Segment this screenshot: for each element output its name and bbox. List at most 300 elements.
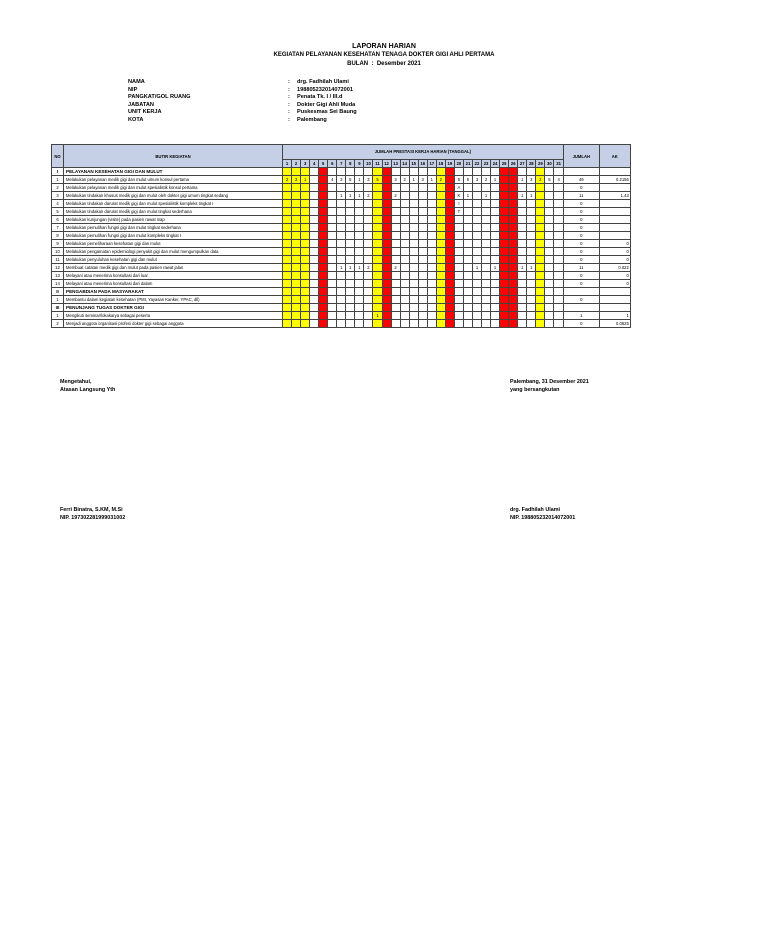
day-cell (292, 264, 301, 272)
day-cell (536, 224, 545, 232)
row-ak: 1.43 (599, 192, 630, 200)
table-row (52, 280, 631, 288)
day-cell (509, 248, 518, 256)
day-cell: A (454, 184, 463, 192)
day-cell (482, 320, 491, 328)
day-cell (491, 216, 500, 224)
day-cell (418, 296, 427, 304)
day-cell (328, 272, 337, 280)
day-cell (319, 320, 328, 328)
day-cell (382, 192, 391, 200)
signature-right-line2: yang bersangkutan (510, 387, 560, 393)
day-cell (337, 240, 346, 248)
day-cell (301, 224, 310, 232)
identity-separator: : (288, 109, 290, 116)
row-ak (599, 208, 630, 216)
day-cell: 5 (454, 176, 463, 184)
day-cell (373, 224, 382, 232)
day-cell (500, 312, 509, 320)
day-cell: 5 (373, 176, 382, 184)
month-value: Desember 2021 (376, 61, 421, 67)
day-cell (518, 232, 527, 240)
day-cell (500, 320, 509, 328)
day-cell (373, 200, 382, 208)
day-cell (346, 280, 355, 288)
day-cell (545, 200, 554, 208)
day-cell (491, 280, 500, 288)
day-cell (301, 168, 310, 176)
day-cell: 5 (346, 176, 355, 184)
day-cell (382, 320, 391, 328)
report-month (0, 61, 768, 67)
day-cell (292, 168, 301, 176)
identity-separator: : (288, 86, 290, 93)
day-cell (545, 264, 554, 272)
day-cell (292, 272, 301, 280)
day-cell (310, 304, 319, 312)
day-cell (491, 288, 500, 296)
row-number: 2 (52, 320, 64, 328)
day-cell (355, 208, 364, 216)
day-cell (400, 304, 409, 312)
day-cell (554, 200, 563, 208)
day-cell (400, 232, 409, 240)
day-cell (427, 320, 436, 328)
day-cell (364, 168, 373, 176)
day-cell (482, 264, 491, 272)
day-cell: 1 (337, 192, 346, 200)
identity-value: Palembang (297, 117, 327, 123)
row-activity: Melayani atau menerima konsultasi dari luar (64, 272, 283, 280)
row-total: 0 (563, 272, 599, 280)
day-cell (445, 176, 454, 184)
day-cell (283, 272, 292, 280)
day-cell (319, 248, 328, 256)
day-cell (409, 304, 418, 312)
day-cell (400, 200, 409, 208)
day-cell (436, 224, 445, 232)
day-cell (319, 280, 328, 288)
row-ak: 0 (599, 280, 630, 288)
day-cell (301, 208, 310, 216)
day-cell (427, 240, 436, 248)
identity-label: JABATAN (128, 101, 154, 108)
day-cell (364, 240, 373, 248)
day-cell (400, 296, 409, 304)
day-cell (545, 216, 554, 224)
day-cell: 1 (346, 264, 355, 272)
day-cell (500, 240, 509, 248)
day-cell (409, 248, 418, 256)
day-cell (328, 200, 337, 208)
day-cell (373, 264, 382, 272)
day-cell (310, 240, 319, 248)
day-cell (382, 200, 391, 208)
day-cell: 1 (355, 176, 364, 184)
day-cell (319, 208, 328, 216)
day-cell (391, 296, 400, 304)
day-cell (391, 304, 400, 312)
day-cell (472, 304, 481, 312)
day-cell (409, 200, 418, 208)
day-cell (509, 312, 518, 320)
day-cell (283, 256, 292, 264)
day-cell (518, 200, 527, 208)
day-cell: 1 (355, 264, 364, 272)
row-ak: 0 (599, 240, 630, 248)
day-cell (310, 216, 319, 224)
header-ak: AK (599, 145, 630, 168)
day-cell (328, 240, 337, 248)
day-cell (454, 248, 463, 256)
day-cell (283, 264, 292, 272)
day-cell (472, 320, 481, 328)
day-cell (409, 232, 418, 240)
day-cell (545, 304, 554, 312)
day-cell (319, 288, 328, 296)
day-cell (472, 272, 481, 280)
table-row (52, 296, 631, 304)
day-cell (409, 208, 418, 216)
day-cell (482, 256, 491, 264)
day-cell (472, 240, 481, 248)
day-cell (310, 208, 319, 216)
day-cell (382, 176, 391, 184)
identity-label: UNIT KERJA (128, 109, 162, 116)
header-day-28: 28 (527, 160, 536, 168)
day-cell (301, 296, 310, 304)
row-number: II (52, 288, 64, 296)
row-total (563, 168, 599, 176)
day-cell (445, 264, 454, 272)
day-cell (283, 312, 292, 320)
row-number: 2 (52, 184, 64, 192)
header-day-31: 31 (554, 160, 563, 168)
day-cell (391, 184, 400, 192)
day-cell (301, 264, 310, 272)
activity-table (51, 144, 631, 328)
day-cell (472, 184, 481, 192)
day-cell (418, 264, 427, 272)
day-cell (536, 168, 545, 176)
day-cell (319, 200, 328, 208)
day-cell (310, 320, 319, 328)
day-cell (337, 168, 346, 176)
row-number: 1 (52, 176, 64, 184)
day-cell (355, 296, 364, 304)
day-cell (391, 208, 400, 216)
day-cell (337, 200, 346, 208)
day-cell (545, 224, 554, 232)
day-cell (427, 184, 436, 192)
day-cell (536, 312, 545, 320)
day-cell (355, 256, 364, 264)
row-number: 8 (52, 232, 64, 240)
header-day-21: 21 (463, 160, 472, 168)
table-row (52, 272, 631, 280)
day-cell (491, 248, 500, 256)
day-cell (292, 240, 301, 248)
day-cell (454, 232, 463, 240)
identity-separator: : (288, 101, 290, 108)
row-number: 5 (52, 208, 64, 216)
day-cell: 5 (545, 176, 554, 184)
day-cell (472, 192, 481, 200)
day-cell (355, 200, 364, 208)
day-cell (527, 296, 536, 304)
day-cell (454, 288, 463, 296)
day-cell: 2 (536, 176, 545, 184)
row-number: 1 (52, 312, 64, 320)
day-cell: 1 (301, 176, 310, 184)
day-cell (536, 280, 545, 288)
header-day-10: 10 (364, 160, 373, 168)
row-number: 4 (52, 200, 64, 208)
day-cell (310, 272, 319, 280)
day-cell (500, 304, 509, 312)
row-activity: PELAYANAN KESEHATAN GIGI DAN MULUT (64, 168, 283, 176)
row-total: 11 (563, 192, 599, 200)
day-cell: I (454, 200, 463, 208)
day-cell (418, 280, 427, 288)
day-cell (319, 264, 328, 272)
day-cell (554, 184, 563, 192)
day-cell (527, 168, 536, 176)
day-cell (427, 216, 436, 224)
day-cell (545, 232, 554, 240)
row-activity: Melakukan penyuluhan kesehatan gigi dan mulut (64, 256, 283, 264)
day-cell (355, 224, 364, 232)
row-ak (599, 288, 630, 296)
identity-value: Penata Tk. I / III.d (297, 94, 343, 101)
day-cell (454, 256, 463, 264)
day-cell (554, 240, 563, 248)
section-row (52, 168, 631, 176)
identity-value: 198805232014072001 (297, 86, 353, 93)
day-cell (328, 296, 337, 304)
day-cell (436, 296, 445, 304)
day-cell (554, 312, 563, 320)
day-cell (518, 280, 527, 288)
day-cell (527, 320, 536, 328)
header-day-6: 6 (328, 160, 337, 168)
day-cell (482, 288, 491, 296)
row-activity: PENUNJANG TUGAS DOKTER GIGI (64, 304, 283, 312)
day-cell (409, 288, 418, 296)
day-cell (445, 192, 454, 200)
row-activity: Melakukan tindakan darurat medik gigi dan mulut tingkat sederhana (64, 208, 283, 216)
row-ak (599, 200, 630, 208)
row-ak (599, 304, 630, 312)
day-cell (500, 192, 509, 200)
day-cell (319, 240, 328, 248)
month-label: BULAN (347, 61, 369, 67)
day-cell (454, 304, 463, 312)
day-cell (373, 304, 382, 312)
day-cell (283, 168, 292, 176)
day-cell (310, 168, 319, 176)
day-cell (500, 184, 509, 192)
day-cell (463, 280, 472, 288)
day-cell (346, 168, 355, 176)
day-cell (472, 232, 481, 240)
day-cell: 1 (463, 192, 472, 200)
day-cell (382, 304, 391, 312)
day-cell (527, 312, 536, 320)
header-day-1: 1 (283, 160, 292, 168)
row-ak: 0.022 (599, 264, 630, 272)
day-cell: 3 (418, 176, 427, 184)
day-cell (373, 288, 382, 296)
day-cell (509, 240, 518, 248)
day-cell (373, 208, 382, 216)
day-cell: 1 (527, 192, 536, 200)
day-cell (337, 216, 346, 224)
day-cell (545, 248, 554, 256)
day-cell (500, 208, 509, 216)
day-cell (518, 296, 527, 304)
day-cell (400, 168, 409, 176)
row-activity: Melakukan pengamatan epidemiologi penyakit gigi dan mulut mengumpulkan data (64, 248, 283, 256)
day-cell (436, 240, 445, 248)
day-cell (283, 192, 292, 200)
day-cell (382, 208, 391, 216)
day-cell (500, 232, 509, 240)
day-cell (301, 288, 310, 296)
day-cell (536, 304, 545, 312)
row-ak: 0.0625 (599, 320, 630, 328)
day-cell (328, 208, 337, 216)
day-cell (418, 248, 427, 256)
day-cell (427, 296, 436, 304)
day-cell (382, 248, 391, 256)
day-cell (283, 184, 292, 192)
day-cell (283, 208, 292, 216)
day-cell: 2 (391, 264, 400, 272)
day-cell (491, 184, 500, 192)
table-row (52, 200, 631, 208)
day-cell (436, 272, 445, 280)
day-cell (482, 272, 491, 280)
day-cell (436, 312, 445, 320)
day-cell (319, 176, 328, 184)
day-cell (283, 280, 292, 288)
day-cell (518, 168, 527, 176)
table-row (52, 240, 631, 248)
day-cell (319, 216, 328, 224)
day-cell (337, 256, 346, 264)
day-cell (427, 248, 436, 256)
signature-left-name-block (60, 506, 125, 522)
day-cell (319, 312, 328, 320)
day-cell (500, 168, 509, 176)
day-cell (382, 224, 391, 232)
day-cell: 1 (355, 192, 364, 200)
day-cell (445, 248, 454, 256)
day-cell (283, 296, 292, 304)
day-cell: 3 (364, 176, 373, 184)
header-day-4: 4 (310, 160, 319, 168)
day-cell (509, 192, 518, 200)
day-cell (518, 184, 527, 192)
day-cell (310, 224, 319, 232)
day-cell (373, 320, 382, 328)
row-number: 12 (52, 264, 64, 272)
day-cell (364, 288, 373, 296)
day-cell (292, 280, 301, 288)
day-cell (418, 232, 427, 240)
day-cell (536, 320, 545, 328)
day-cell (500, 256, 509, 264)
day-cell (472, 312, 481, 320)
day-cell (445, 200, 454, 208)
day-cell (527, 288, 536, 296)
row-total: 0 (563, 296, 599, 304)
identity-separator: : (288, 79, 290, 85)
header-day-12: 12 (382, 160, 391, 168)
row-activity: Melakukan kunjungan (visite) pada pasien rawat inap (64, 216, 283, 224)
day-cell (509, 288, 518, 296)
day-cell (418, 224, 427, 232)
day-cell (463, 232, 472, 240)
day-cell (346, 232, 355, 240)
day-cell (427, 224, 436, 232)
day-cell: 2 (436, 176, 445, 184)
signature-left-nip: NIP. 197302281999031002 (60, 515, 126, 521)
identity-label: PANGKAT/GOL RUANG (128, 94, 191, 101)
day-cell (436, 184, 445, 192)
day-cell (328, 280, 337, 288)
day-cell (400, 248, 409, 256)
day-cell (554, 256, 563, 264)
day-cell (319, 184, 328, 192)
day-cell (536, 296, 545, 304)
day-cell (292, 256, 301, 264)
day-cell (545, 272, 554, 280)
day-cell (337, 184, 346, 192)
day-cell (364, 216, 373, 224)
day-cell (463, 272, 472, 280)
header-day-29: 29 (536, 160, 545, 168)
day-cell (319, 232, 328, 240)
day-cell (491, 208, 500, 216)
day-cell (454, 296, 463, 304)
day-cell (292, 248, 301, 256)
row-activity: Melakukan pelayanan medik gigi dan mulut umum konsul pertama (64, 176, 283, 184)
day-cell (463, 320, 472, 328)
day-cell (346, 256, 355, 264)
day-cell (355, 272, 364, 280)
day-cell (463, 312, 472, 320)
day-cell (500, 224, 509, 232)
day-cell (527, 256, 536, 264)
day-cell (491, 296, 500, 304)
day-cell (545, 208, 554, 216)
day-cell (283, 240, 292, 248)
day-cell (500, 176, 509, 184)
header-day-15: 15 (409, 160, 418, 168)
day-cell (382, 272, 391, 280)
day-cell (301, 192, 310, 200)
day-cell (301, 184, 310, 192)
day-cell (346, 296, 355, 304)
day-cell: 1 (518, 264, 527, 272)
day-cell (346, 312, 355, 320)
day-cell (472, 224, 481, 232)
identity-value: Puskesmas Sei Baung (297, 109, 357, 116)
day-cell (491, 320, 500, 328)
identity-value: Dokter Gigi Ahli Muda (297, 101, 356, 108)
